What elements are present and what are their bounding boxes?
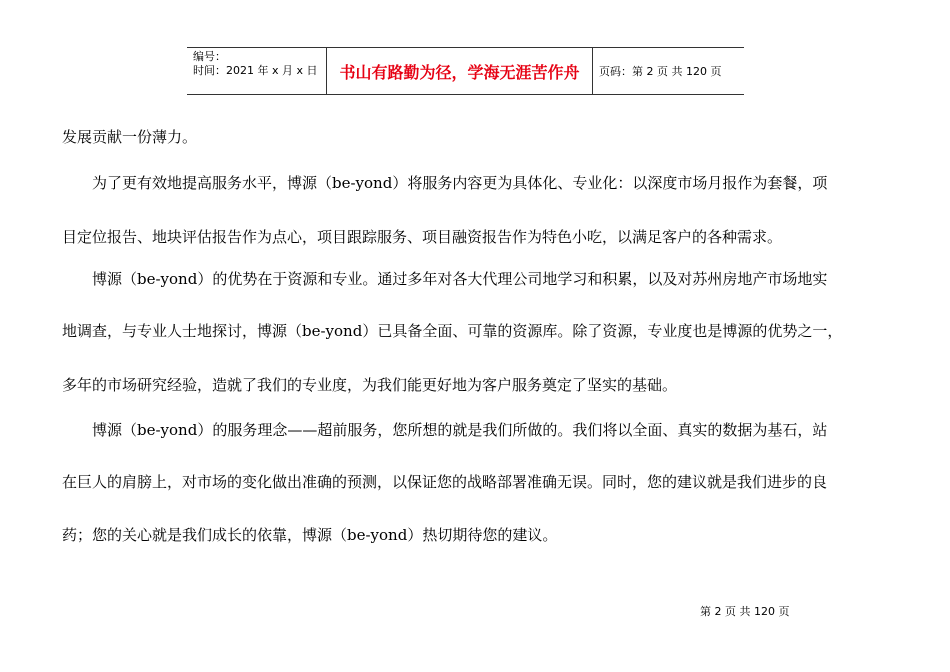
body-line-2: 为了更有效地提高服务水平，博源（be-yond）将服务内容更为具体化、专业化：以深度市场月报作为套餐，项: [62, 174, 828, 192]
page-header-table: [187, 47, 744, 95]
document-date: 时间：2021 年 x 月 x 日: [193, 64, 318, 77]
body-line-1: 发展贡献一份薄力。: [62, 128, 198, 146]
body-line-8: 在巨人的肩膀上，对市场的变化做出准确的预测，以保证您的战略部署准确无误。同时，您的建议就是我们进步的良: [62, 473, 828, 491]
header-meta: [187, 48, 327, 94]
page-footer: 第 2 页 共 120 页: [700, 605, 790, 618]
body-line-6: 多年的市场研究经验，造就了我们的专业度，为我们能更好地为客户服务奠定了坚实的基础。: [62, 376, 678, 394]
body-line-7: 博源（be-yond）的服务理念——超前服务，您所想的就是我们所做的。我们将以全面、真实的数据为基石，站: [62, 421, 828, 439]
body-line-5: 地调查，与专业人士地探讨，博源（be-yond）已具备全面、可靠的资源库。除了资源，专业度也是博源的优势之一，: [62, 322, 843, 340]
body-line-9: 药；您的关心就是我们成长的依靠，博源（be-yond）热切期待您的建议。: [62, 526, 558, 544]
header-motto: 书山有路勤为径，学海无涯苦作舟: [327, 48, 593, 94]
body-line-4: 博源（be-yond）的优势在于资源和专业。通过多年对各大代理公司地学习和积累，以及对苏州房地产市场地实: [62, 270, 828, 288]
header-page-info: 页码：第 2 页 共 120 页: [599, 65, 722, 78]
document-number-label: 编号：: [193, 50, 226, 63]
body-line-3: 目定位报告、地块评估报告作为点心，项目跟踪服务、项目融资报告作为特色小吃，以满足客户的各种需求。: [62, 228, 783, 246]
